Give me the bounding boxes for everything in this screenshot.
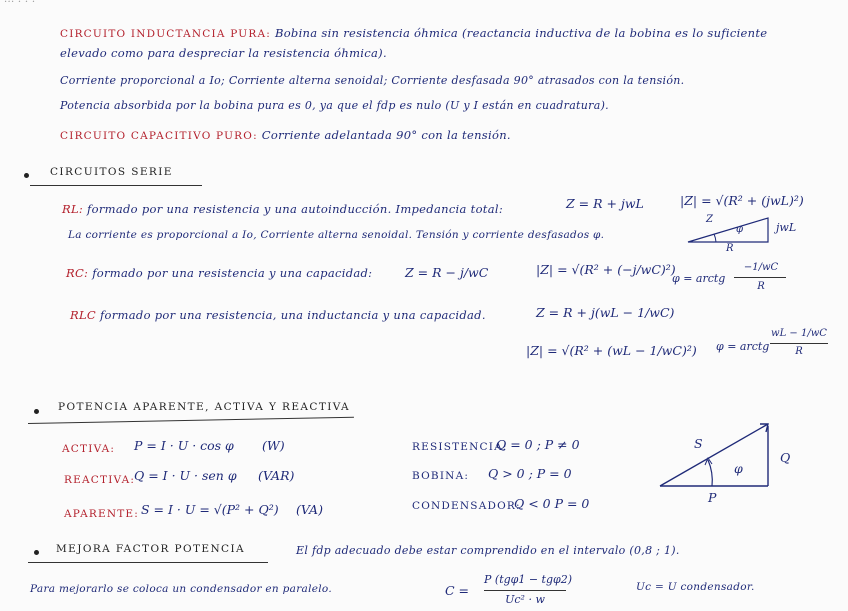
inductancia-pura-title: CIRCUITO INDUCTANCIA PURA: [60, 28, 271, 40]
rl-line-2: La corriente es proporcional a Io, Corriente alterna senoidal. Tensión y corriente desfasados φ. [68, 229, 605, 241]
capacitivo-puro-title: CIRCUITO CAPACITIVO PURO: [60, 130, 258, 142]
aparente-unit: (VA) [296, 502, 323, 517]
rl-line [62, 202, 503, 216]
heading-underline [30, 185, 202, 186]
rlc-phi-num: wL − 1/wC [771, 328, 827, 339]
mejora-heading: MEJORA FACTOR POTENCIA [56, 543, 245, 555]
rlc-line [70, 308, 486, 322]
triangle-phi-label: φ [734, 461, 743, 476]
activa-unit: (W) [262, 438, 285, 453]
uc-note: Uc = U condensador. [636, 581, 755, 593]
reactiva-label: REACTIVA: [64, 474, 136, 486]
capacitor-formula-lhs: C = [445, 583, 470, 598]
rlc-phi: φ = arctg [716, 340, 770, 353]
rc-modulus: |Z| = √(R² + (−j/wC)²) [536, 262, 676, 277]
activa-formula: P = I · U · cos φ [134, 438, 234, 453]
circuitos-serie-heading: CIRCUITOS SERIE [50, 166, 173, 178]
triangle-phi-label: φ [736, 224, 744, 235]
triangle-z-label: Z [706, 214, 713, 225]
mejora-line-2: Para mejorarlo se coloca un condensador en paralelo. [30, 583, 332, 595]
reactiva-unit: (VAR) [258, 468, 295, 483]
heading-underline [28, 417, 354, 424]
intro-line-2: elevado como para despreciar la resistencia óhmica). [60, 46, 387, 60]
aparente-label: APARENTE: [64, 508, 140, 520]
resistencia-label: RESISTENCIA: [412, 441, 508, 453]
rc-line [66, 266, 372, 280]
rlc-label: RLC [70, 308, 96, 322]
capacitor-fraction-bar [484, 590, 566, 591]
rc-impedance: Z = R − j/wC [405, 265, 489, 280]
potencia-heading: POTENCIA APARENTE, ACTIVA Y REACTIVA [58, 401, 351, 413]
top-fragment [4, 0, 35, 5]
bullet [34, 409, 39, 414]
triangle-p-label: P [708, 490, 717, 505]
condensador-label: CONDENSADOR: [412, 500, 521, 512]
triangle-s-label: S [694, 436, 703, 451]
rc-text: formado por una resistencia y una capacidad: [92, 266, 373, 280]
condensador-value: Q < 0 P = 0 [514, 496, 590, 511]
triangle-jwl-label: jwL [776, 221, 797, 234]
bullet [34, 550, 39, 555]
rc-label: RC: [66, 266, 89, 280]
rlc-phi-den: R [795, 346, 803, 357]
mejora-text: El fdp adecuado debe estar comprendido en el intervalo (0,8 ; 1). [296, 544, 680, 557]
rl-label: RL: [62, 202, 84, 216]
aparente-formula: S = I · U = √(P² + Q²) [141, 502, 279, 517]
intro-line-1 [60, 26, 767, 40]
power-triangle [656, 420, 776, 490]
heading-underline [28, 562, 268, 563]
rlc-modulus: |Z| = √(R² + (wL − 1/wC)²) [526, 343, 697, 358]
reactiva-formula: Q = I · U · sen φ [134, 468, 237, 483]
capacitor-formula-num: P (tgφ1 − tgφ2) [484, 573, 573, 586]
bobina-value: Q > 0 ; P = 0 [488, 466, 572, 481]
bullet [24, 173, 29, 178]
bobina-label: BOBINA: [412, 470, 470, 482]
resistencia-value: Q = 0 ; P ≠ 0 [496, 437, 580, 452]
rl-modulus: |Z| = √(R² + (jwL)²) [680, 193, 804, 208]
rl-impedance: Z = R + jwL [566, 196, 644, 211]
triangle-r-label: R [726, 243, 734, 254]
rlc-fraction-bar [770, 343, 828, 344]
rc-fraction-bar [734, 277, 786, 278]
triangle-q-label: Q [780, 450, 791, 465]
inductancia-pura-text: Bobina sin resistencia óhmica (reactancia inductiva de la bobina es lo suficiente [274, 26, 768, 40]
rc-phi-den: R [757, 281, 765, 292]
capacitor-formula-den: Uc² · w [505, 593, 545, 606]
rl-text: formado por una resistencia y una autoinducción. Impedancia total: [87, 202, 504, 216]
rc-phi-num: −1/wC [743, 262, 779, 273]
rc-phi: φ = arctg [672, 272, 726, 285]
rlc-text: formado por una resistencia, una inductancia y una capacidad. [99, 308, 486, 322]
intro-line-4: Potencia absorbida por la bobina pura es 0, ya que el fdp es nulo (U y I están en cuadratura). [60, 99, 609, 112]
intro-line-3: Corriente proporcional a Io; Corriente alterna senoidal; Corriente desfasada 90° atrasados con la tensión. [60, 74, 685, 87]
capacitivo-puro-text: Corriente adelantada 90° con la tensión. [261, 128, 511, 142]
activa-label: ACTIVA: [62, 443, 116, 455]
rlc-impedance: Z = R + j(wL − 1/wC) [536, 305, 675, 320]
intro-line-5 [60, 128, 511, 142]
